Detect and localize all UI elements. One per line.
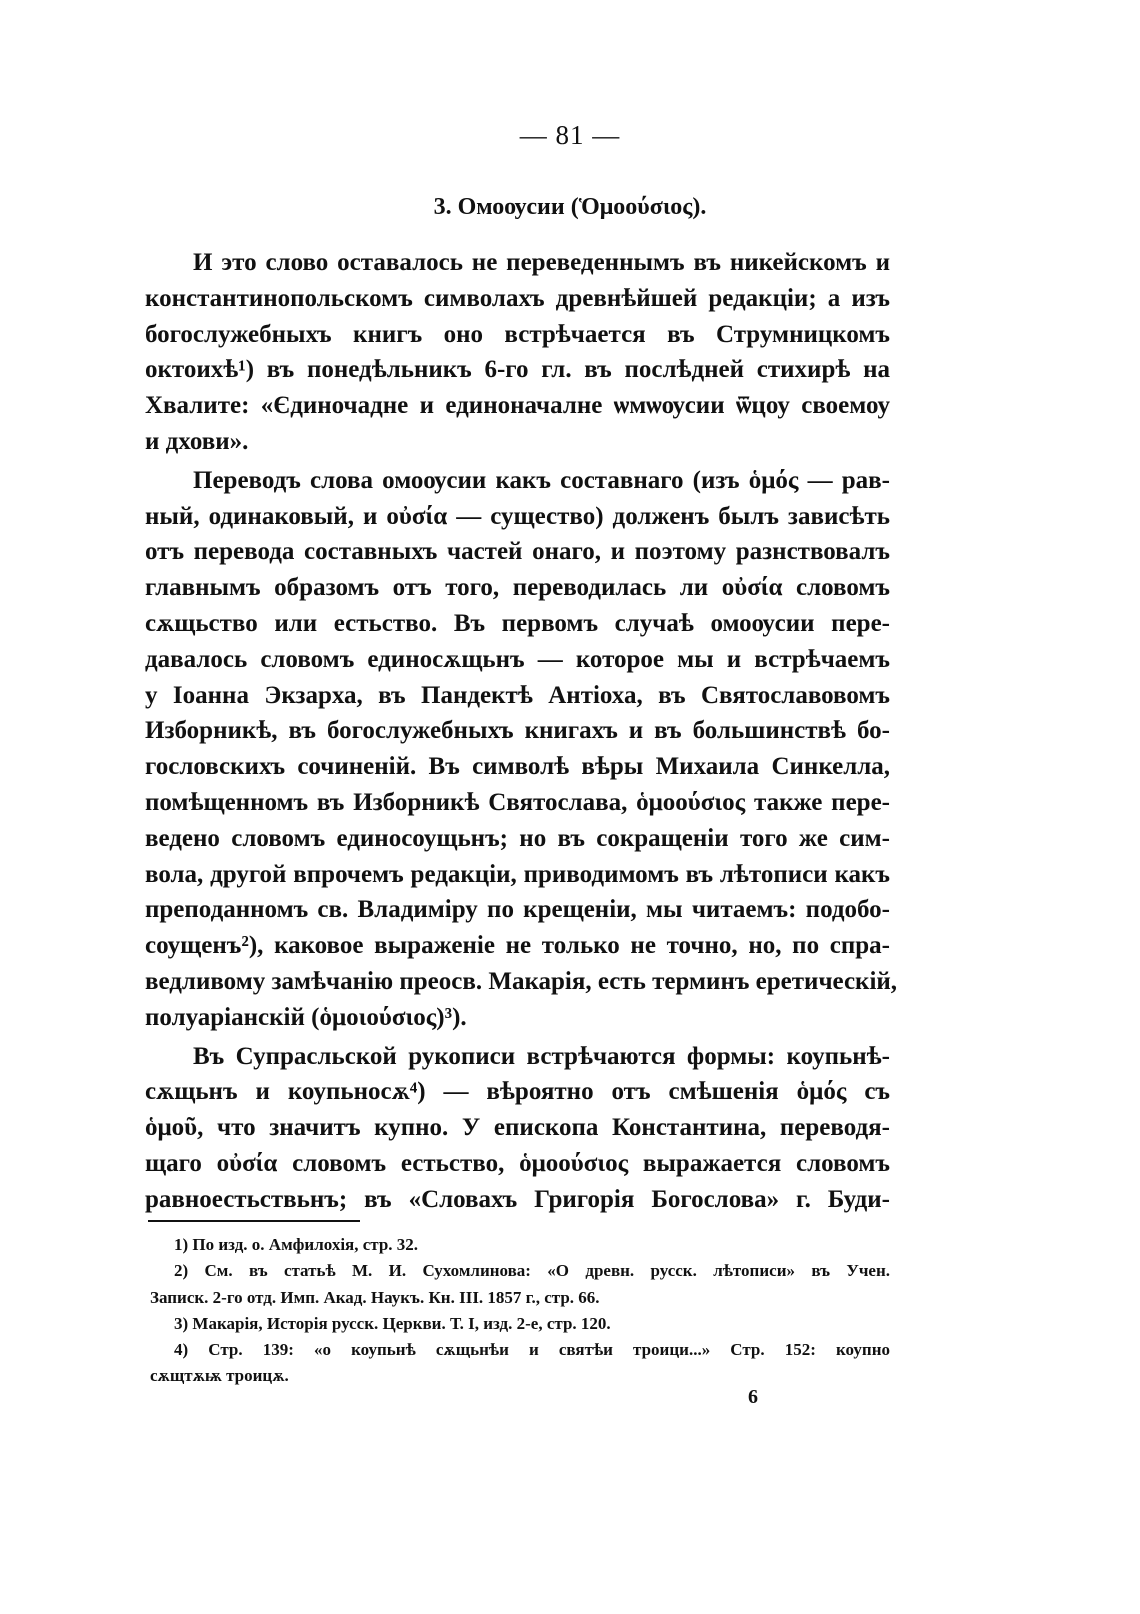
paragraph-2-line: полуаріанскій (ὁμοιούσιος)³).: [145, 1003, 467, 1031]
paragraph-3-line: щаго οὐσία словомъ естьство, ὁμοούσιος выражается словомъ: [145, 1149, 890, 1177]
paragraph-1-line: Хвалите: «Єдиночадне и единоначалне ѡмѡѹсии ѿцоу своемоу: [145, 392, 890, 420]
section-heading: 3. Омоѹсии (Ὁμοούσιος).: [433, 194, 707, 220]
paragraph-2-line: ведливому замѣчанію преосв. Макарія, есть терминъ еретическій,: [145, 967, 898, 995]
body-text: [145, 245, 898, 1218]
paragraph-3-line: ὁμοῦ, что значитъ купно. У епископа Константина, переводя-: [145, 1114, 890, 1142]
paragraph-2-line: ный, одинаковый, и οὐσία — существо) долженъ былъ зависѣть: [145, 502, 890, 530]
paragraph-2-line: главнымъ образомъ отъ того, переводилась ли οὐσία словомъ: [145, 574, 890, 602]
footnote-line: 3) Макарія, Исторія русск. Церкви. Т. I, изд. 2-е, стр. 120.: [174, 1313, 611, 1333]
paragraph-2-line: помѣщенномъ въ Изборникѣ Святослава, ὁμοούσιος также пере-: [145, 788, 890, 816]
page-number: — 81 —: [519, 120, 621, 150]
footnote-line: 2) См. въ статьѣ М. И. Сухомлинова: «О древн. русск. лѣтописи» въ Учен.: [174, 1261, 890, 1281]
footnote-line: Записк. 2-го отд. Имп. Акад. Наукъ. Кн. III. 1857 г., стр. 66.: [150, 1287, 600, 1307]
paragraph-2-line: у Іоанна Экзарха, въ Пандектѣ Антіоха, въ Святославовомъ: [145, 681, 890, 709]
paragraph-2-line: давалось словомъ единосѫщьнъ — которое мы и встрѣчаемъ: [145, 645, 890, 673]
paragraph-2-line: соущенъ²), каковое выраженіе не только не точно, но, по спра-: [145, 932, 890, 960]
paragraph-2-line: сѫщьство или естьство. Въ первомъ случаѣ омоѹсии пере-: [145, 609, 890, 637]
paragraph-1-line: богослужебныхъ книгъ оно встрѣчается въ Струмницкомъ: [145, 320, 890, 348]
paragraph-1-line: и дхови».: [145, 427, 249, 455]
paragraph-2-line: ведено словомъ единосоущьнъ; но въ сокращеніи того же сим-: [145, 824, 890, 852]
paragraph-2-line: преподанномъ св. Владиміру по крещеніи, мы читаемъ: подобо-: [145, 896, 890, 924]
paragraph-1-line: константинопольскомъ символахъ древнѣйшей редакціи; а изъ: [145, 284, 890, 312]
paragraph-3-line: равноестьствьнъ; въ «Словахъ Григорія Богослова» г. Буди-: [145, 1185, 890, 1213]
paragraph-2-line: Изборникѣ, въ богослужебныхъ книгахъ и въ большинствѣ бо-: [145, 717, 890, 745]
paragraph-3-line: сѫщьнъ и коупьносѫ⁴) — вѣроятно отъ смѣшенія ὁμός съ: [145, 1078, 890, 1106]
paragraph-1-line: октоихѣ¹) въ понедѣльникъ 6-го гл. въ послѣдней стихирѣ на: [145, 356, 890, 384]
footnote-line: сѫщтѫѭ троицѫ.: [150, 1366, 289, 1386]
footnote-divider: [148, 1220, 360, 1222]
footnote-line: 4) Стр. 139: «о коупьнѣ сѫщьнѣи и святѣи троици...» Стр. 152: коупно: [174, 1340, 890, 1360]
paragraph-2-line: отъ перевода составныхъ частей онаго, и поэтому разнствовалъ: [145, 538, 890, 566]
paragraph-2-line: вола, другой впрочемъ редакціи, приводимомъ въ лѣтописи какъ: [145, 860, 890, 888]
footnote-line: 1) По изд. о. Амфилохія, стр. 32.: [174, 1235, 419, 1254]
paragraph-2-line: Переводъ слова омоѹсии какъ составнаго (изъ ὁμός — рав-: [193, 466, 890, 494]
signature-mark: 6: [748, 1386, 758, 1408]
paragraph-2-line: гословскихъ сочиненій. Въ символѣ вѣры Михаила Синкелла,: [145, 753, 890, 781]
paragraph-3-line: Въ Супрасльской рукописи встрѣчаются формы: коупьнѣ-: [193, 1042, 890, 1070]
paragraph-1-line: И это слово оставалось не переведеннымъ въ никейскомъ и: [193, 249, 890, 276]
footnotes: [150, 1232, 890, 1390]
